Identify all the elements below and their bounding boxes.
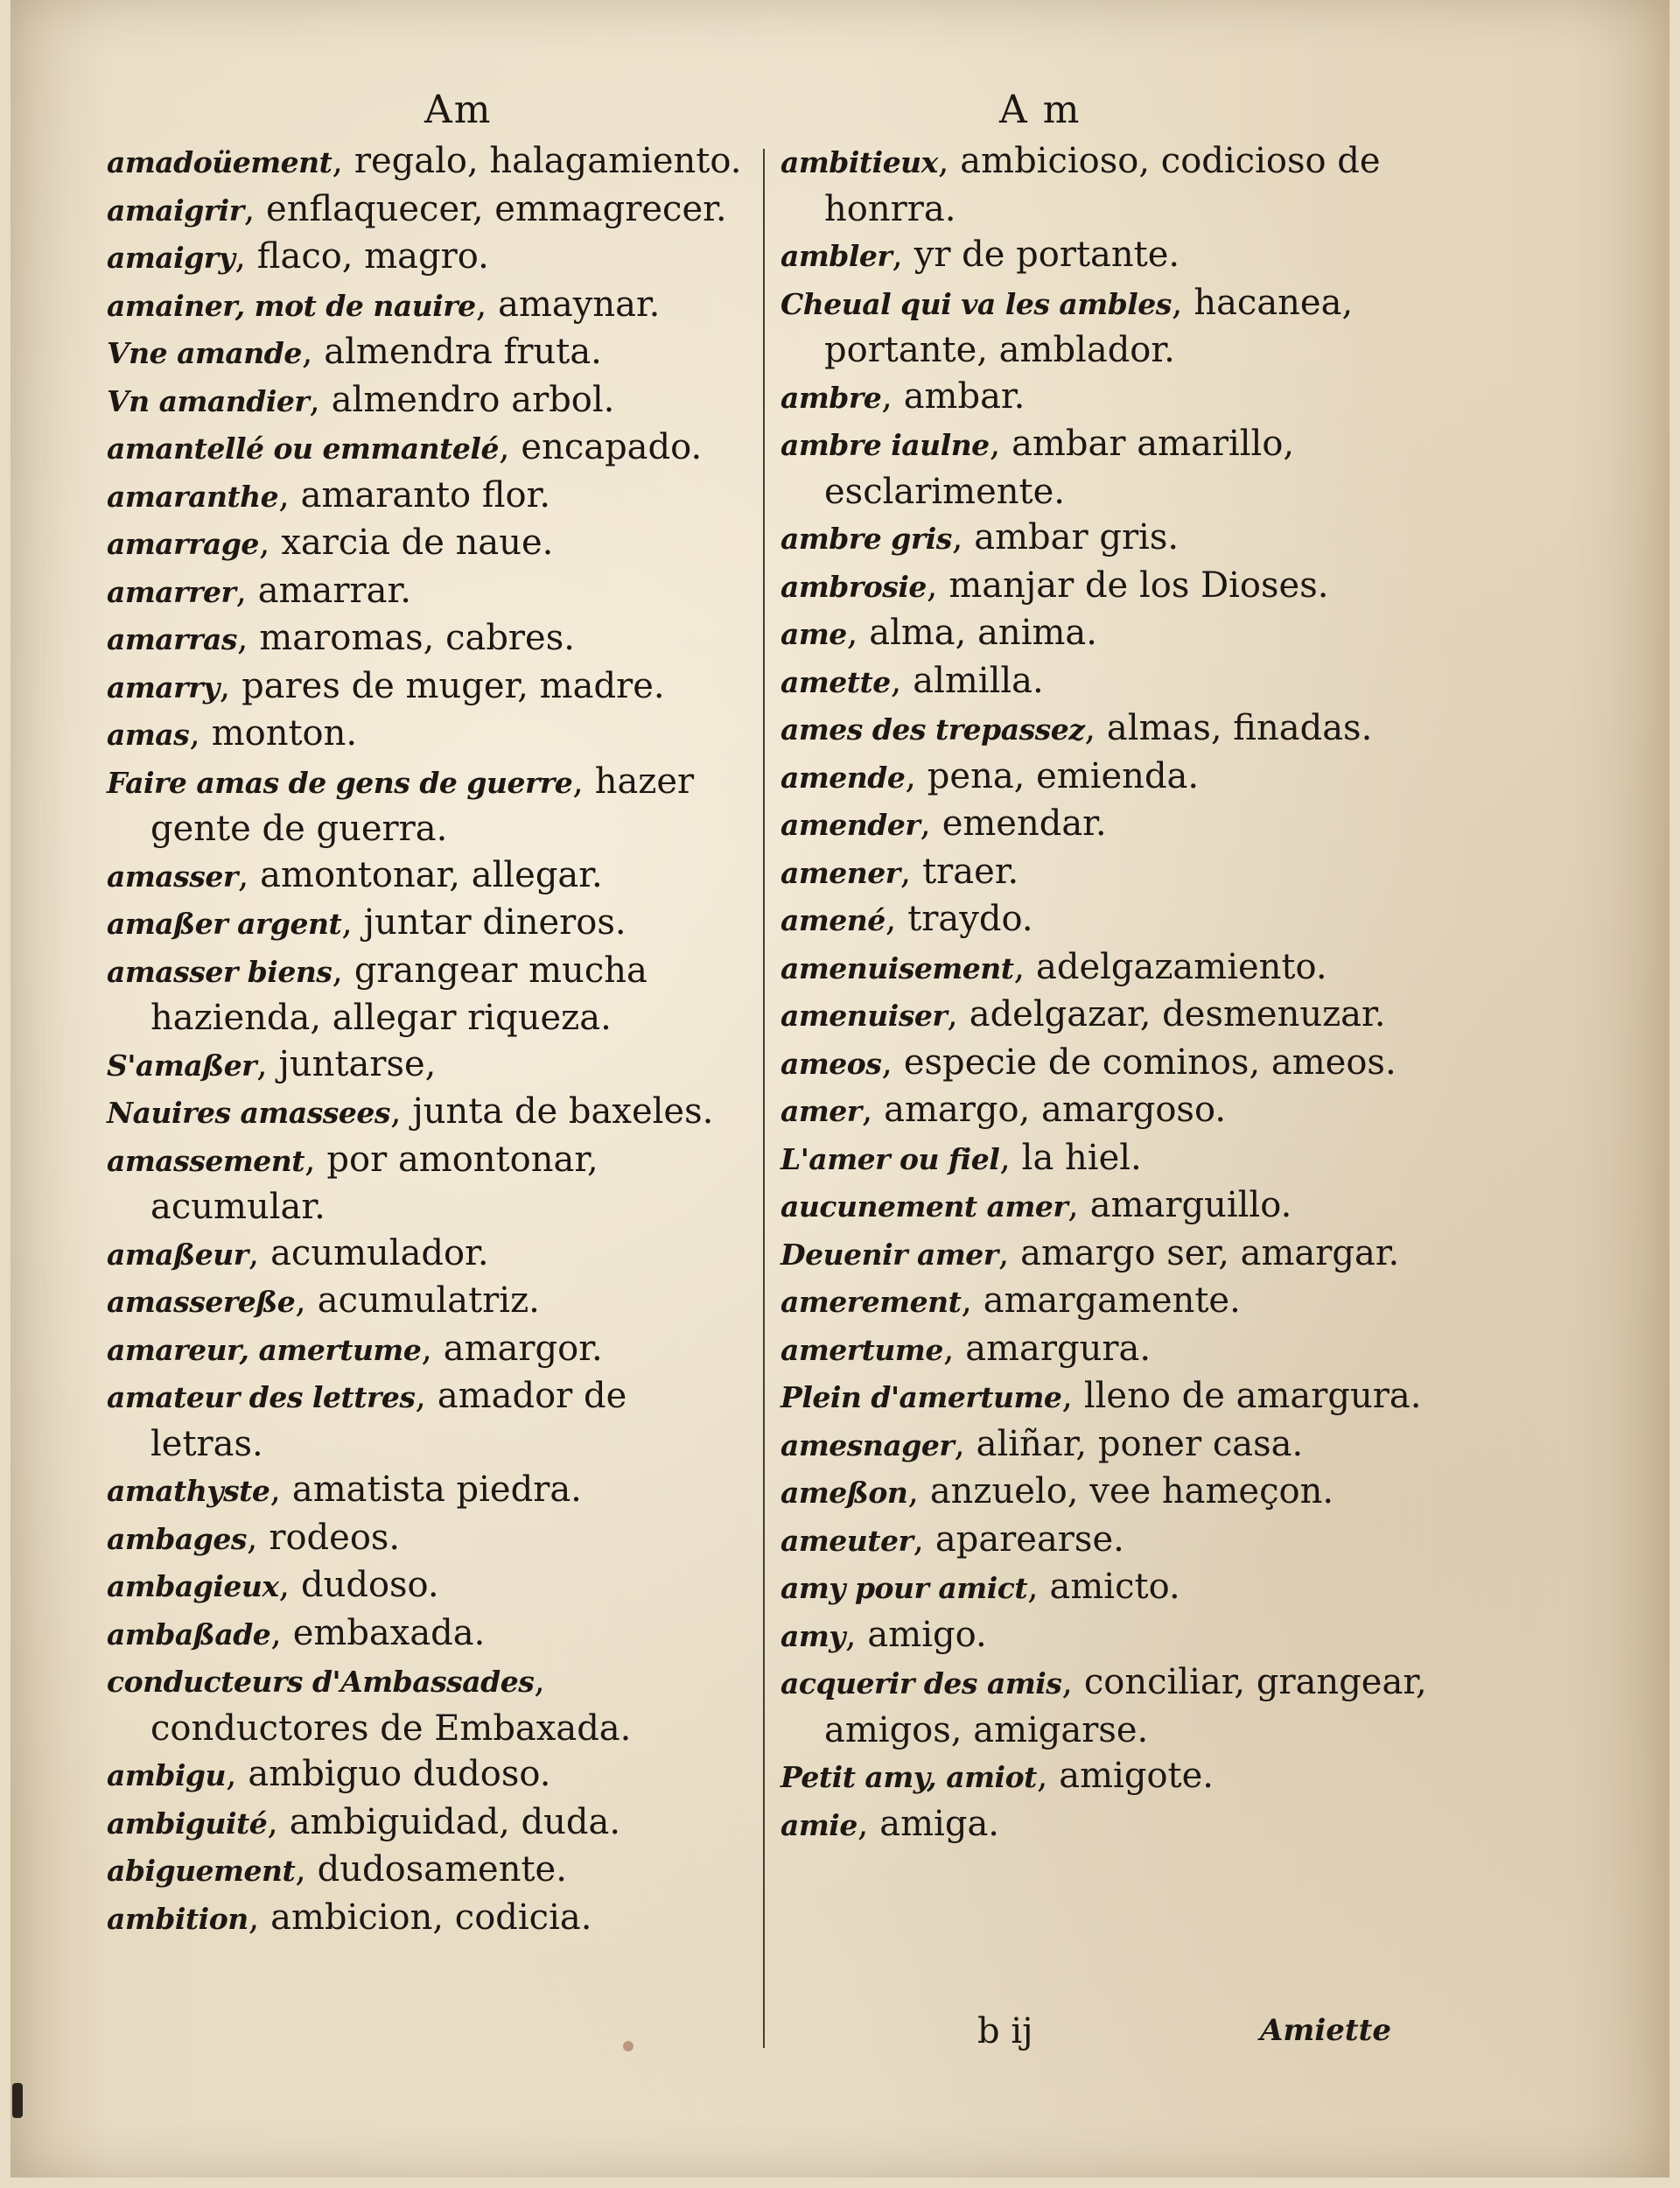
dictionary-entry bbox=[780, 138, 1428, 232]
entry-separator: , bbox=[332, 950, 354, 991]
dictionary-entry bbox=[107, 759, 746, 852]
headword: ambiguité bbox=[107, 1806, 268, 1841]
headword: Vne amande bbox=[107, 336, 302, 370]
dictionary-entry bbox=[780, 1278, 1428, 1326]
dictionary-entry bbox=[780, 421, 1428, 515]
entry-separator: , bbox=[926, 565, 949, 606]
definition: por amontonar, acumular. bbox=[150, 1139, 598, 1227]
definition: amargor. bbox=[443, 1328, 603, 1369]
entry-separator: , bbox=[913, 1518, 935, 1560]
definition: regalo, halagamiento. bbox=[354, 141, 742, 181]
entry-separator: , bbox=[389, 1091, 413, 1132]
entry-separator: , bbox=[998, 1232, 1021, 1273]
headword: amaßer argent bbox=[107, 907, 342, 941]
headword: amasser biens bbox=[107, 954, 332, 989]
dictionary-entry bbox=[780, 1564, 1428, 1612]
dictionary-entry bbox=[107, 138, 746, 186]
entry-separator: , bbox=[332, 141, 354, 181]
dictionary-entry bbox=[107, 1278, 746, 1326]
dictionary-entry bbox=[107, 663, 746, 712]
entry-separator: , bbox=[309, 379, 332, 420]
definition: la hiel. bbox=[1021, 1137, 1142, 1178]
dictionary-entry bbox=[780, 1326, 1428, 1374]
dictionary-entry bbox=[107, 1231, 746, 1279]
entry-separator: , bbox=[304, 1139, 327, 1180]
headword: conducteurs d'Ambassades bbox=[107, 1665, 535, 1699]
entry-separator: , bbox=[1013, 946, 1036, 987]
headword: amener bbox=[780, 855, 900, 890]
entry-separator: , bbox=[885, 899, 908, 939]
dictionary-entry bbox=[780, 563, 1428, 611]
definition: encapado. bbox=[521, 427, 703, 467]
headword: amareur, amertume bbox=[107, 1332, 422, 1367]
headword: amy bbox=[780, 1618, 845, 1653]
stain-mark bbox=[12, 2083, 23, 2118]
entry-separator: , bbox=[892, 235, 914, 275]
headword: amaigrir bbox=[107, 193, 244, 228]
dictionary-entry bbox=[107, 1041, 746, 1090]
headword: ambitieux bbox=[780, 145, 938, 179]
definition: ambicion, codicia. bbox=[270, 1897, 592, 1938]
entry-separator: , bbox=[301, 332, 325, 372]
headword: amainer, mot de nauire bbox=[107, 288, 476, 323]
definition: alma, anima. bbox=[869, 613, 1097, 653]
definition: amador de letras. bbox=[150, 1376, 627, 1464]
definition: emendar. bbox=[942, 803, 1107, 844]
definition: ambicioso, codicioso de honrra. bbox=[824, 141, 1381, 229]
dictionary-entry bbox=[107, 852, 746, 901]
entry-separator: , bbox=[415, 1376, 438, 1416]
dictionary-entry bbox=[107, 186, 746, 235]
definition: traydo. bbox=[907, 899, 1033, 939]
entry-separator: , bbox=[881, 1041, 904, 1083]
running-head-right: A m bbox=[999, 88, 1082, 132]
definition: embaxada. bbox=[292, 1612, 486, 1653]
headword: Petit amy, amiot bbox=[780, 1760, 1037, 1794]
dictionary-entry bbox=[107, 711, 746, 759]
definition: hacanea, portante, amblador. bbox=[824, 282, 1354, 370]
headword: amenuiser bbox=[780, 999, 948, 1033]
entry-separator: , bbox=[1036, 1756, 1060, 1796]
entry-separator: , bbox=[846, 613, 870, 653]
definition: lleno de amargura. bbox=[1083, 1376, 1422, 1416]
headword: Deuenir amer bbox=[780, 1237, 998, 1272]
entry-separator: , bbox=[246, 1517, 270, 1558]
dictionary-entry bbox=[780, 1087, 1428, 1135]
dictionary-entry bbox=[780, 515, 1428, 563]
headword: amarrage bbox=[107, 527, 259, 561]
dictionary-entry bbox=[107, 1089, 746, 1137]
headword: amertume bbox=[780, 1332, 943, 1367]
dictionary-entry bbox=[780, 754, 1428, 802]
definition: monton. bbox=[211, 713, 358, 754]
definition: adelgazamiento. bbox=[1035, 946, 1327, 987]
entry-separator: , bbox=[890, 660, 914, 701]
definition: amigote. bbox=[1059, 1756, 1214, 1796]
column-divider bbox=[763, 149, 765, 2048]
headword: ambages bbox=[107, 1521, 247, 1556]
dictionary-entry bbox=[780, 1040, 1428, 1088]
entry-separator: , bbox=[989, 424, 1012, 464]
definition: manjar de los Dioses. bbox=[948, 565, 1329, 606]
definition: pares de muger, madre. bbox=[242, 665, 665, 706]
entry-separator: , bbox=[278, 1565, 301, 1605]
dictionary-entry bbox=[780, 896, 1428, 944]
headword: amathyste bbox=[107, 1474, 270, 1508]
definition: anzuelo, vee hameçon. bbox=[929, 1471, 1334, 1511]
entry-separator: , bbox=[954, 1423, 976, 1464]
headword: amaigry bbox=[107, 241, 235, 275]
definition: amatista piedra. bbox=[291, 1469, 582, 1510]
entry-separator: , bbox=[951, 517, 975, 558]
definition: acumulatriz. bbox=[317, 1280, 540, 1321]
headword: ambler bbox=[780, 239, 892, 273]
headword: Nauires amassees bbox=[107, 1096, 390, 1130]
dictionary-entry bbox=[107, 1610, 746, 1659]
definition: hazer gente de guerra. bbox=[150, 761, 695, 849]
definition: enflaquecer, emmagrecer. bbox=[266, 188, 727, 229]
headword: amesnager bbox=[780, 1427, 955, 1462]
dictionary-entry bbox=[780, 1469, 1428, 1517]
definition: maromas, cabres. bbox=[259, 618, 575, 658]
entry-separator: , bbox=[256, 1043, 279, 1084]
dictionary-entry bbox=[107, 473, 746, 521]
entry-separator: , bbox=[900, 851, 923, 892]
entry-separator: , bbox=[295, 1849, 318, 1890]
entry-separator: , bbox=[920, 803, 942, 844]
entry-separator: , bbox=[999, 1137, 1022, 1178]
headword: amie bbox=[780, 1807, 858, 1842]
headword: amenuisement bbox=[780, 950, 1014, 985]
entry-separator: , bbox=[270, 1612, 293, 1653]
headword: Plein d'amertume bbox=[780, 1380, 1062, 1414]
definition: junta de baxeles. bbox=[412, 1091, 714, 1132]
entry-separator: , bbox=[295, 1280, 318, 1321]
definition: ambiguo dudoso. bbox=[248, 1754, 551, 1794]
definition: almendro arbol. bbox=[331, 379, 615, 420]
definition: amaranto flor. bbox=[300, 474, 551, 515]
entry-separator: , bbox=[905, 755, 928, 796]
dictionary-entry bbox=[107, 1751, 746, 1799]
signature-mark: b ij bbox=[977, 2011, 1033, 2051]
entry-separator: , bbox=[235, 570, 258, 611]
book-page bbox=[10, 0, 1670, 2177]
headword: amarry bbox=[107, 670, 220, 705]
headword: amy pour amict bbox=[780, 1571, 1028, 1605]
headword: ame bbox=[780, 617, 847, 651]
headword: abiguement bbox=[107, 1854, 296, 1888]
headword: ambrosie bbox=[780, 569, 927, 604]
headword: ameuter bbox=[780, 1523, 914, 1558]
entry-separator: , bbox=[1061, 1662, 1084, 1702]
dictionary-entry bbox=[107, 615, 746, 663]
definition: amargamente. bbox=[983, 1280, 1241, 1321]
headword: ambaßade bbox=[107, 1616, 271, 1652]
entry-separator: , bbox=[572, 761, 595, 802]
headword: amarrer bbox=[107, 574, 236, 609]
definition: ambar. bbox=[903, 375, 1026, 417]
entry-separator: , bbox=[189, 713, 212, 754]
headword: amateur des lettres bbox=[107, 1380, 416, 1414]
headword: ambre iaulne bbox=[780, 428, 990, 462]
definition: aparearse. bbox=[934, 1518, 1124, 1560]
dictionary-entry bbox=[107, 568, 746, 616]
dictionary-entry bbox=[107, 1467, 746, 1515]
headword: ames des trepassez bbox=[780, 712, 1085, 747]
definition: amargura. bbox=[965, 1328, 1152, 1369]
entry-separator: , bbox=[881, 375, 904, 417]
dictionary-entry bbox=[107, 282, 746, 330]
dictionary-entry bbox=[780, 1517, 1428, 1565]
dictionary-entry bbox=[107, 424, 746, 473]
entry-separator: , bbox=[857, 1803, 880, 1844]
entry-separator: , bbox=[421, 1328, 444, 1369]
dictionary-entry bbox=[780, 1753, 1428, 1801]
definition: juntarse, bbox=[278, 1043, 437, 1084]
entry-separator: , bbox=[942, 1328, 966, 1369]
headword: ameos bbox=[780, 1046, 882, 1081]
dictionary-entry bbox=[780, 944, 1428, 992]
headword: ambigu bbox=[107, 1758, 226, 1792]
entry-separator: , bbox=[236, 618, 260, 658]
entry-separator: , bbox=[1068, 1185, 1090, 1225]
headword: L'amer ou fiel bbox=[780, 1141, 1000, 1176]
dictionary-entry bbox=[780, 1659, 1428, 1753]
entry-separator: , bbox=[1171, 282, 1194, 323]
headword: Cheual qui va les ambles bbox=[780, 286, 1172, 321]
entry-separator: , bbox=[534, 1660, 546, 1701]
headword: amette bbox=[780, 664, 891, 699]
dictionary-entry bbox=[780, 374, 1428, 422]
headword: amer bbox=[780, 1094, 862, 1128]
definition: amaynar. bbox=[498, 284, 661, 325]
headword: amassereße bbox=[107, 1285, 296, 1319]
dictionary-entry bbox=[107, 1895, 746, 1943]
entry-separator: , bbox=[267, 1801, 290, 1842]
headword: ambition bbox=[107, 1901, 248, 1936]
entry-separator: , bbox=[248, 1897, 271, 1938]
headword: amassement bbox=[107, 1143, 304, 1178]
dictionary-entry bbox=[107, 900, 746, 948]
entry-separator: , bbox=[248, 1232, 271, 1273]
dictionary-entry bbox=[107, 234, 746, 282]
dictionary-entry bbox=[780, 280, 1428, 374]
entry-separator: , bbox=[1027, 1567, 1050, 1607]
definition: conductores de Embaxada. bbox=[150, 1708, 632, 1749]
definition: ambiguidad, duda. bbox=[289, 1801, 621, 1842]
definition: ambar gris. bbox=[974, 517, 1180, 558]
headword: S'amaßer bbox=[107, 1048, 257, 1083]
definition: rodeos. bbox=[269, 1517, 401, 1558]
definition: amiga. bbox=[879, 1803, 1000, 1844]
running-head-left: Am bbox=[424, 88, 493, 132]
dictionary-entry bbox=[780, 1801, 1428, 1849]
entry-separator: , bbox=[937, 141, 961, 181]
definition: amicto. bbox=[1049, 1567, 1180, 1607]
dictionary-entry bbox=[780, 610, 1428, 658]
dictionary-entry bbox=[107, 1137, 746, 1231]
entry-separator: , bbox=[907, 1471, 930, 1511]
definition: amigo. bbox=[867, 1614, 987, 1655]
entry-separator: , bbox=[234, 236, 257, 277]
dictionary-entry bbox=[107, 1799, 746, 1848]
definition: dudosamente. bbox=[317, 1849, 567, 1890]
dictionary-entry bbox=[107, 377, 746, 425]
entry-separator: , bbox=[844, 1614, 868, 1655]
definition: almendra fruta. bbox=[324, 332, 602, 372]
headword: ambre gris bbox=[780, 522, 952, 556]
dictionary-entry bbox=[780, 1231, 1428, 1279]
entry-separator: , bbox=[341, 902, 364, 943]
definition: ambar amarillo, esclarimente. bbox=[824, 424, 1295, 512]
entry-separator: , bbox=[498, 427, 522, 467]
definition: amargo, amargoso. bbox=[884, 1090, 1227, 1130]
definition: amontonar, allegar. bbox=[260, 854, 603, 895]
definition: amarrar. bbox=[257, 570, 411, 611]
definition: aliñar, poner casa. bbox=[976, 1423, 1304, 1464]
headword: amaßeur bbox=[107, 1237, 248, 1272]
headword: amende bbox=[780, 760, 906, 795]
dictionary-entry bbox=[107, 1373, 746, 1467]
headword: amas bbox=[107, 718, 190, 752]
definition: flaco, magro. bbox=[256, 236, 489, 277]
dictionary-entry bbox=[107, 329, 746, 377]
definition: adelgazar, desmenuzar. bbox=[969, 994, 1386, 1034]
dictionary-entry bbox=[107, 1515, 746, 1563]
dictionary-entry bbox=[780, 801, 1428, 849]
dictionary-entry bbox=[780, 1612, 1428, 1660]
entry-separator: , bbox=[475, 284, 499, 325]
dictionary-entry bbox=[780, 1182, 1428, 1231]
headword: Faire amas de gens de guerre bbox=[107, 765, 573, 800]
definition: juntar dineros. bbox=[363, 902, 626, 943]
definition: traer. bbox=[922, 851, 1019, 892]
headword: ameßon bbox=[780, 1476, 908, 1510]
dictionary-entry bbox=[107, 520, 746, 568]
headword: amarras bbox=[107, 622, 237, 656]
dictionary-entry bbox=[107, 1562, 746, 1610]
definition: yr de portante. bbox=[914, 235, 1180, 275]
dictionary-entry bbox=[780, 1421, 1428, 1469]
entry-separator: , bbox=[225, 1754, 248, 1794]
definition: conciliar, grangear, amigos, amigarse. bbox=[824, 1662, 1427, 1750]
headword: amaranthe bbox=[107, 479, 279, 514]
headword: aucunement amer bbox=[780, 1189, 1068, 1224]
dictionary-entry bbox=[780, 658, 1428, 706]
entry-separator: , bbox=[219, 665, 242, 706]
entry-separator: , bbox=[1084, 708, 1107, 748]
entry-separator: , bbox=[278, 474, 301, 515]
entry-separator: , bbox=[861, 1090, 885, 1130]
entry-separator: , bbox=[270, 1469, 292, 1510]
definition: amargo ser, amargar. bbox=[1020, 1232, 1400, 1273]
entry-separator: , bbox=[947, 994, 970, 1034]
catchword: Amiette bbox=[1260, 2013, 1391, 2048]
headword: ambre bbox=[780, 380, 882, 415]
definition: amarguillo. bbox=[1089, 1185, 1292, 1225]
entry-separator: , bbox=[243, 188, 267, 229]
headword: ambagieux bbox=[107, 1569, 279, 1603]
dictionary-entry bbox=[780, 705, 1428, 754]
dictionary-entry bbox=[780, 1373, 1428, 1421]
stain-mark bbox=[623, 2041, 634, 2051]
definition: pena, emienda. bbox=[927, 755, 1200, 796]
dictionary-entry bbox=[780, 849, 1428, 897]
entry-separator: , bbox=[258, 522, 282, 563]
entry-separator: , bbox=[237, 854, 261, 895]
headword: acquerir des amis bbox=[780, 1666, 1062, 1701]
dictionary-entry bbox=[780, 1135, 1428, 1183]
definition: especie de cominos, ameos. bbox=[903, 1041, 1396, 1083]
dictionary-entry bbox=[780, 232, 1428, 280]
dictionary-entry bbox=[107, 1847, 746, 1895]
definition: grangear mucha hazienda, allegar riqueza. bbox=[150, 950, 648, 1038]
headword: amené bbox=[780, 903, 886, 937]
left-column bbox=[107, 138, 746, 1942]
right-column bbox=[780, 138, 1428, 1848]
headword: amender bbox=[780, 808, 920, 842]
headword: amasser bbox=[107, 859, 238, 894]
dictionary-entry bbox=[107, 1326, 746, 1374]
definition: xarcia de naue. bbox=[281, 522, 554, 563]
definition: almilla. bbox=[913, 660, 1044, 701]
definition: dudoso. bbox=[300, 1565, 439, 1605]
headword: amerement bbox=[780, 1285, 962, 1319]
dictionary-entry bbox=[107, 948, 746, 1041]
entry-separator: , bbox=[961, 1280, 984, 1321]
headword: amadoüement bbox=[107, 145, 332, 179]
headword: amantellé ou emmantelé bbox=[107, 431, 499, 466]
headword: Vn amandier bbox=[107, 383, 310, 418]
dictionary-entry bbox=[780, 992, 1428, 1040]
dictionary-entry bbox=[107, 1658, 746, 1751]
definition: almas, finadas. bbox=[1106, 708, 1373, 748]
entry-separator: , bbox=[1061, 1376, 1084, 1416]
definition: acumulador. bbox=[270, 1232, 489, 1273]
